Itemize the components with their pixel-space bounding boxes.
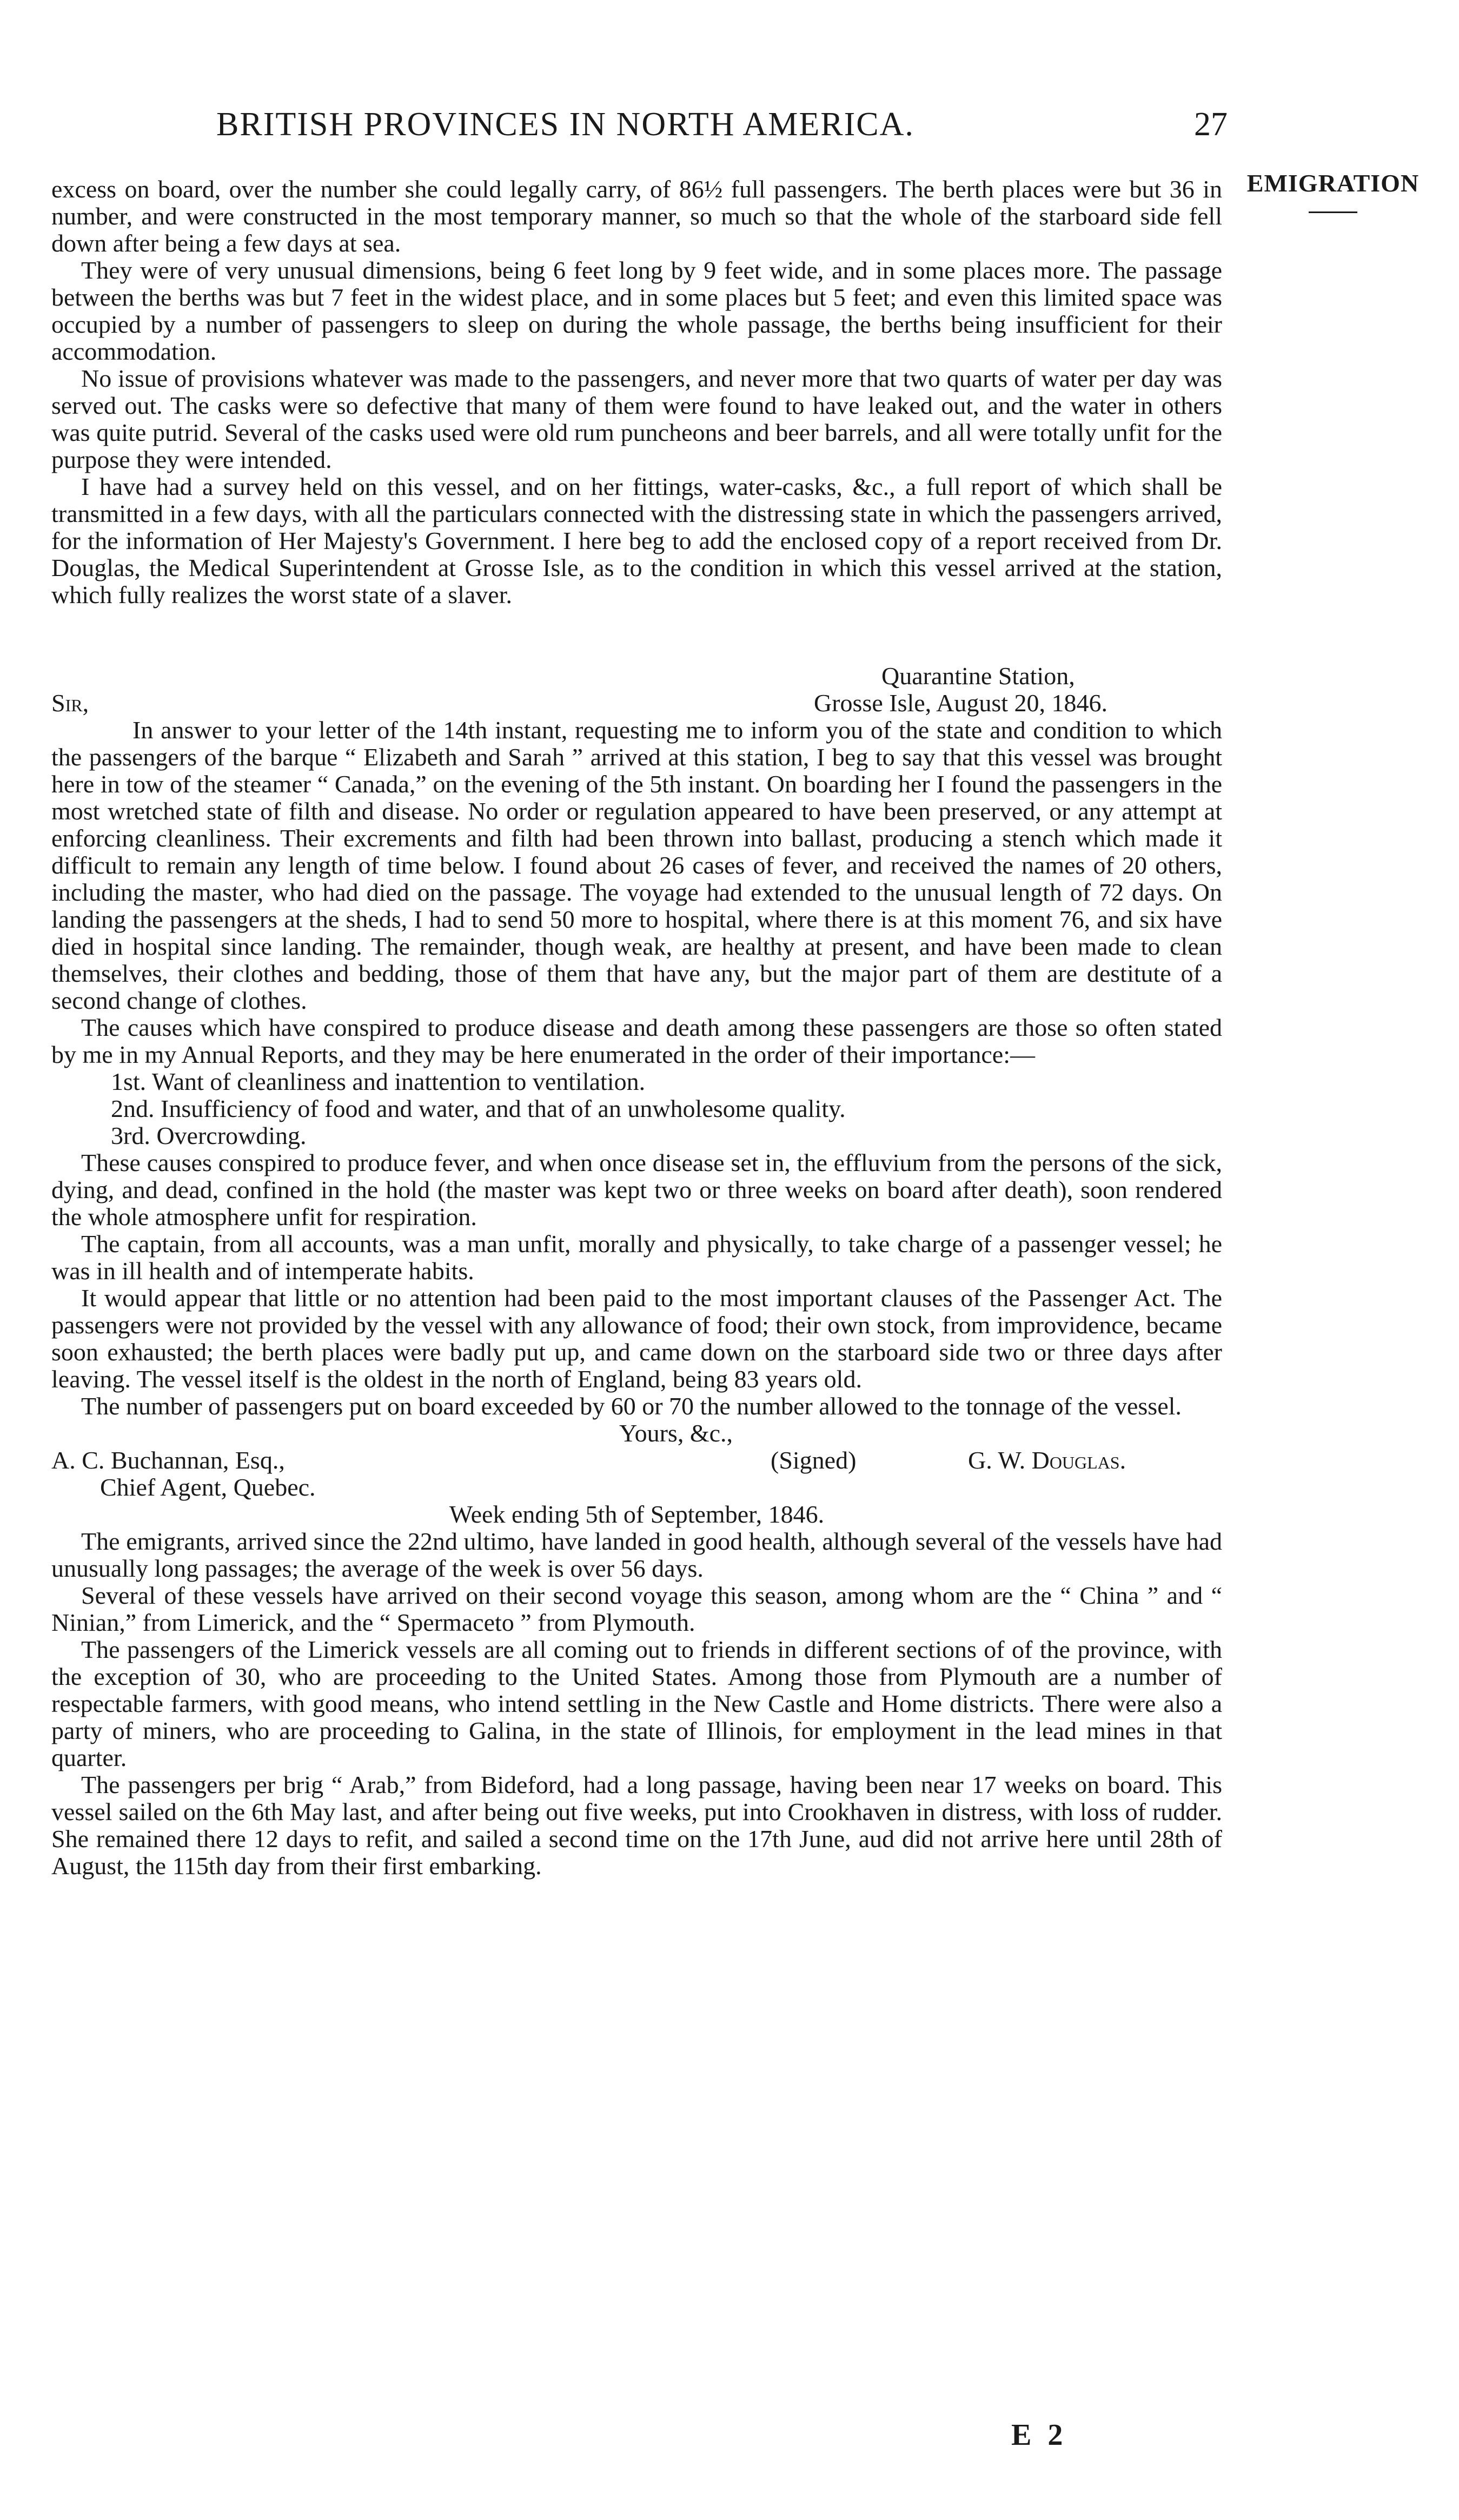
letter-salutation: Sir, — [51, 689, 89, 717]
page-number: 27 — [1194, 106, 1228, 143]
cause-item: 1st. Want of cleanliness and inattention to ventilation. — [111, 1068, 646, 1095]
letter-closing — [51, 1420, 1222, 1501]
paragraph: The passengers per brig “ Arab,” from Bideford, had a long passage, having been near 17 weeks on board. This vessel sailed on the 6th May last, and after being out five weeks, put into Crookhaven in distress, with loss of rudder. She remained there 12 days to refit, and sailed a second time on the 17th June, aud did not arrive here until 28th of August, the 115th day from their first embarking. — [51, 1771, 1222, 1880]
paragraph: No issue of provisions whatever was made to the passengers, and never more that two quarts of water per day was served out. The casks were so defective that many of them were found to have leaked out, and the water in others was quite putrid. Several of the casks used were old rum puncheons and beer barrels, and all were totally unfit for the purpose they were intended. — [51, 365, 1222, 473]
letter-paragraph: The causes which have conspired to produce disease and death among these passengers are those so often stated by me in my Annual Reports, and they may be here enumerated in the order of their importance:— — [51, 1014, 1222, 1068]
cause-item: 3rd. Overcrowding. — [111, 1122, 307, 1149]
signatory-name — [968, 1447, 1126, 1474]
letter-paragraph: The captain, from all accounts, was a man unfit, morally and physically, to take charge of a passenger vessel; he was in ill health and of intemperate habits. — [51, 1230, 1222, 1285]
signed-label: (Signed) — [771, 1446, 857, 1474]
paragraph: They were of very unusual dimensions, being 6 feet long by 9 feet wide, and in some places more. The passage between the berths was but 7 feet in the widest place, and in some places but 5 feet; and even this limited space was occupied by a number of passengers to sleep on during the whole passage, the berths being insufficient for their accommodation. — [51, 256, 1222, 365]
signatory-initials: G. W. D — [968, 1446, 1050, 1474]
margin-note-rule — [1309, 211, 1357, 213]
letter-body — [51, 717, 1222, 1420]
running-title: BRITISH PROVINCES IN NORTH AMERICA. — [216, 106, 914, 143]
letter-heading — [51, 663, 1222, 717]
letter-place: Quarantine Station, — [881, 662, 1075, 690]
paragraph: I have had a survey held on this vessel, and on her fittings, water-casks, &c., a full report of which shall be transmitted in a few days, with all the particulars connected with the distressing state in which the passengers arrived, for the information of Her Majesty's Government. I here beg to add the enclosed copy of a report received from Dr. Douglas, the Medical Superintendent at Grosse Isle, as to the condition in which this vessel arrived at the station, which fully realizes the worst state of a slaver. — [51, 473, 1222, 608]
addressee: A. C. Buchannan, Esq., — [51, 1446, 285, 1474]
section-heading: Week ending 5th of September, 1846. — [449, 1500, 825, 1528]
paragraph: The emigrants, arrived since the 22nd ultimo, have landed in good health, although several of the vessels have had unusually long passages; the average of the week is over 56 days. — [51, 1527, 1222, 1582]
letter-paragraph: The number of passengers put on board exceeded by 60 or 70 the number allowed to the tonnage of the vessel. — [81, 1392, 1182, 1420]
body-text — [51, 176, 1222, 1880]
signatory-surname: ouglas. — [1049, 1446, 1126, 1474]
paragraph: excess on board, over the number she could legally carry, of 86½ full passengers. The berth places were but 36 in number, and were constructed in the most temporary manner, so much so that the whole of the starboard side fell down after being a few days at sea. — [51, 175, 1222, 257]
running-head — [200, 105, 1228, 149]
causes-list — [51, 1068, 1222, 1149]
letter-paragraph: In answer to your letter of the 14th instant, requesting me to inform you of the state and condition to which the passengers of the barque “ Elizabeth and Sarah ” arrived at this station, I beg to say that this vessel was brought here in tow of the steamer “ Canada,” on the evening of the 5th instant. On boarding her I found the passengers in the most wretched state of filth and disease. No order or regulation appeared to have been preserved, or any attempt at enforcing cleanliness. Their excrements and filth had been thrown into ballast, producing a stench which made it difficult to remain any length of time below. I found about 26 cases of fever, and received the names of 20 others, including the master, who had died on the passage. The voyage had extended to the unusual length of 72 days. On landing the passengers at the sheds, I had to send 50 more to hospital, where there is at this moment 76, and six have died in hospital since landing. The remainder, though weak, are healthy at present, and have been made to clean themselves, their clothes and bedding, those of them that have any, but the major part of them are destitute of a second change of clothes. — [51, 716, 1222, 1014]
paragraph: The passengers of the Limerick vessels are all coming out to friends in different sections of of the province, with the exception of 30, who are proceeding to the United States. Among those from Plymouth are a number of respectable farmers, with good means, who intend settling in the New Castle and Home districts. There were also a party of miners, who are proceeding to Galina, in the state of Illinois, for employment in the lead mines in that quarter. — [51, 1636, 1222, 1771]
letter-date: Grosse Isle, August 20, 1846. — [814, 689, 1108, 717]
margin-note — [1236, 169, 1430, 213]
cause-item: 2nd. Insufficiency of food and water, and that of an unwholesome quality. — [111, 1095, 846, 1122]
letter-paragraph: These causes conspired to produce fever, and when once disease set in, the effluvium from the persons of the sick, dying, and dead, confined in the hold (the master was kept two or three weeks on board after death), soon rendered the whole atmosphere unfit for respiration. — [51, 1149, 1222, 1231]
letter-paragraph: It would appear that little or no attention had been paid to the most important clauses of the Passenger Act. The passengers were not provided by the vessel with any allowance of food; their own stock, from improvidence, became soon exhausted; the berth places were badly put up, and came down on the starboard side two or three days after leaving. The vessel itself is the oldest in the north of England, being 83 years old. — [51, 1284, 1222, 1393]
margin-note-label: EMIGRATION — [1246, 169, 1420, 197]
signature-mark: E 2 — [1011, 2418, 1067, 2452]
paragraph: Several of these vessels have arrived on their second voyage this season, among whom are the “ China ” and “ Ninian,” from Limerick, and the “ Spermaceto ” from Plymouth. — [51, 1582, 1222, 1636]
closing-phrase: Yours, &c., — [619, 1419, 733, 1447]
addressee-role: Chief Agent, Quebec. — [100, 1473, 316, 1501]
